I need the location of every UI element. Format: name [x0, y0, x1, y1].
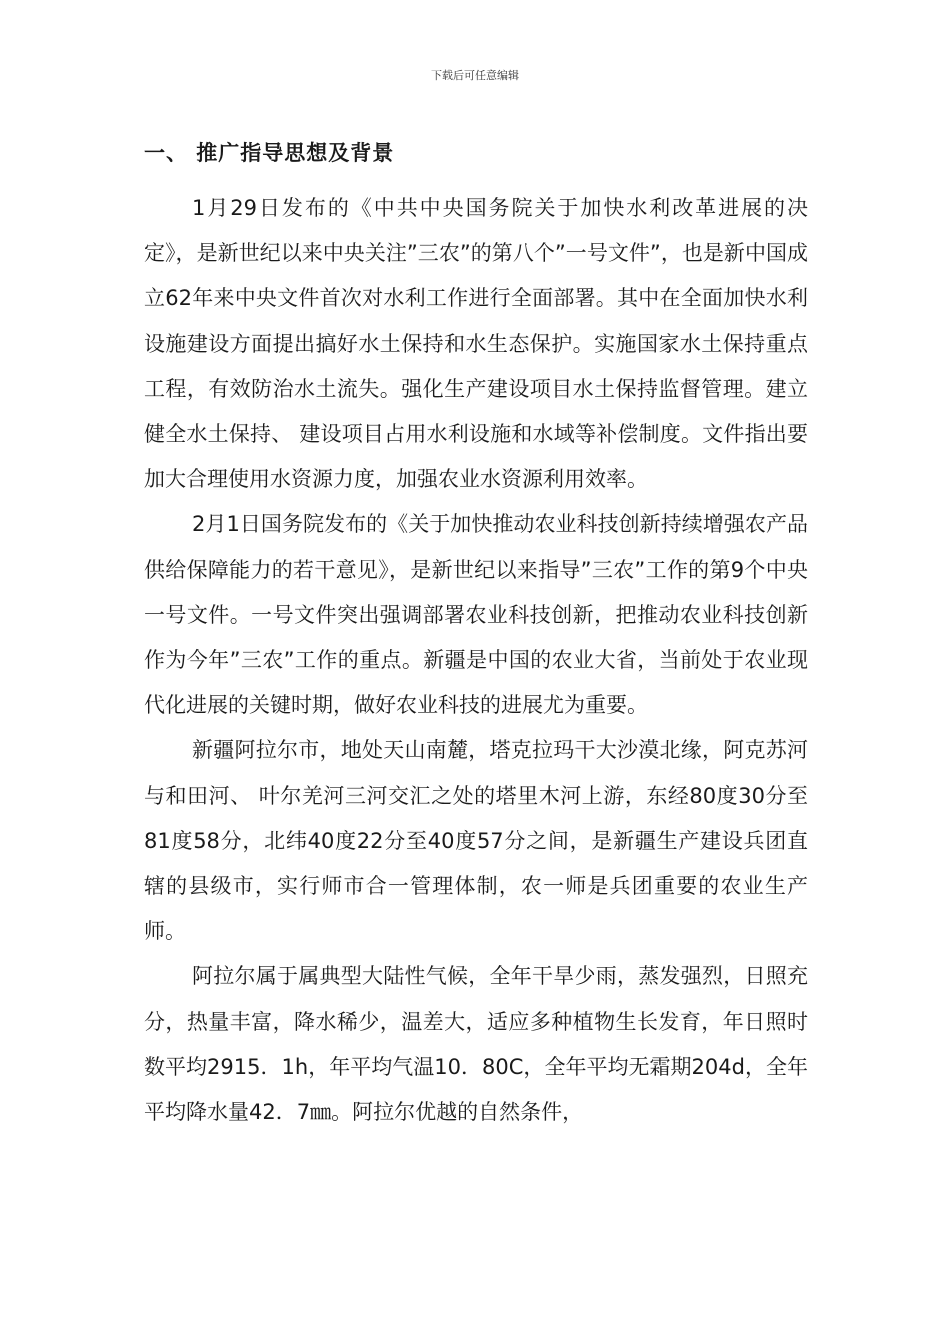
paragraph-location: 新疆阿拉尔市，地处天山南麓，塔克拉玛干大沙漠北缘，阿克苏河与和田河、 叶尔羌河三河交汇之处的塔里木河上游，东经80度30分至81度58分，北纬40度22分至40度57分之间，是新疆生产建设兵团直辖的县级市，实行师市合一管理体制，农一师是兵团重要的农业生产师。	[144, 738, 808, 944]
section-heading: 一、 推广指导思想及背景	[144, 141, 395, 165]
header-note: 下载后可任意编辑	[431, 69, 519, 82]
document-body	[144, 134, 808, 1135]
paragraph-climate: 阿拉尔属于属典型大陆性气候，全年干旱少雨，蒸发强烈，日照充分，热量丰富，降水稀少，温差大，适应多种植物生长发育，年日照时数平均2915．1h，年平均气温10．80C，全年平均无霜期204d，全年平均降水量42．7㎜。阿拉尔优越的自然条件，	[144, 964, 808, 1125]
paragraph-policy-agri-tech: 2月1日国务院发布的《关于加快推动农业科技创新持续增强农产品供给保障能力的若干意见》，是新世纪以来指导”三农”工作的第9个中央一号文件。一号文件突出强调部署农业科技创新，把推动农业科技创新作为今年”三农”工作的重点。新疆是中国的农业大省，当前处于农业现代化进展的关键时期，做好农业科技的进展尤为重要。	[144, 512, 808, 718]
paragraph-policy-water: 1月29日发布的《中共中央国务院关于加快水利改革进展的决定》，是新世纪以来中央关注”三农”的第八个”一号文件”，也是新中国成立62年来中央文件首次对水利工作进行全面部署。其中在全面加快水利设施建设方面提出搞好水土保持和水生态保护。实施国家水土保持重点工程，有效防治水土流失。强化生产建设项目水土保持监督管理。建立健全水土保持、 建设项目占用水利设施和水域等补偿制度。文件指出要加大合理使用水资源力度，加强农业水资源利用效率。	[144, 196, 808, 492]
